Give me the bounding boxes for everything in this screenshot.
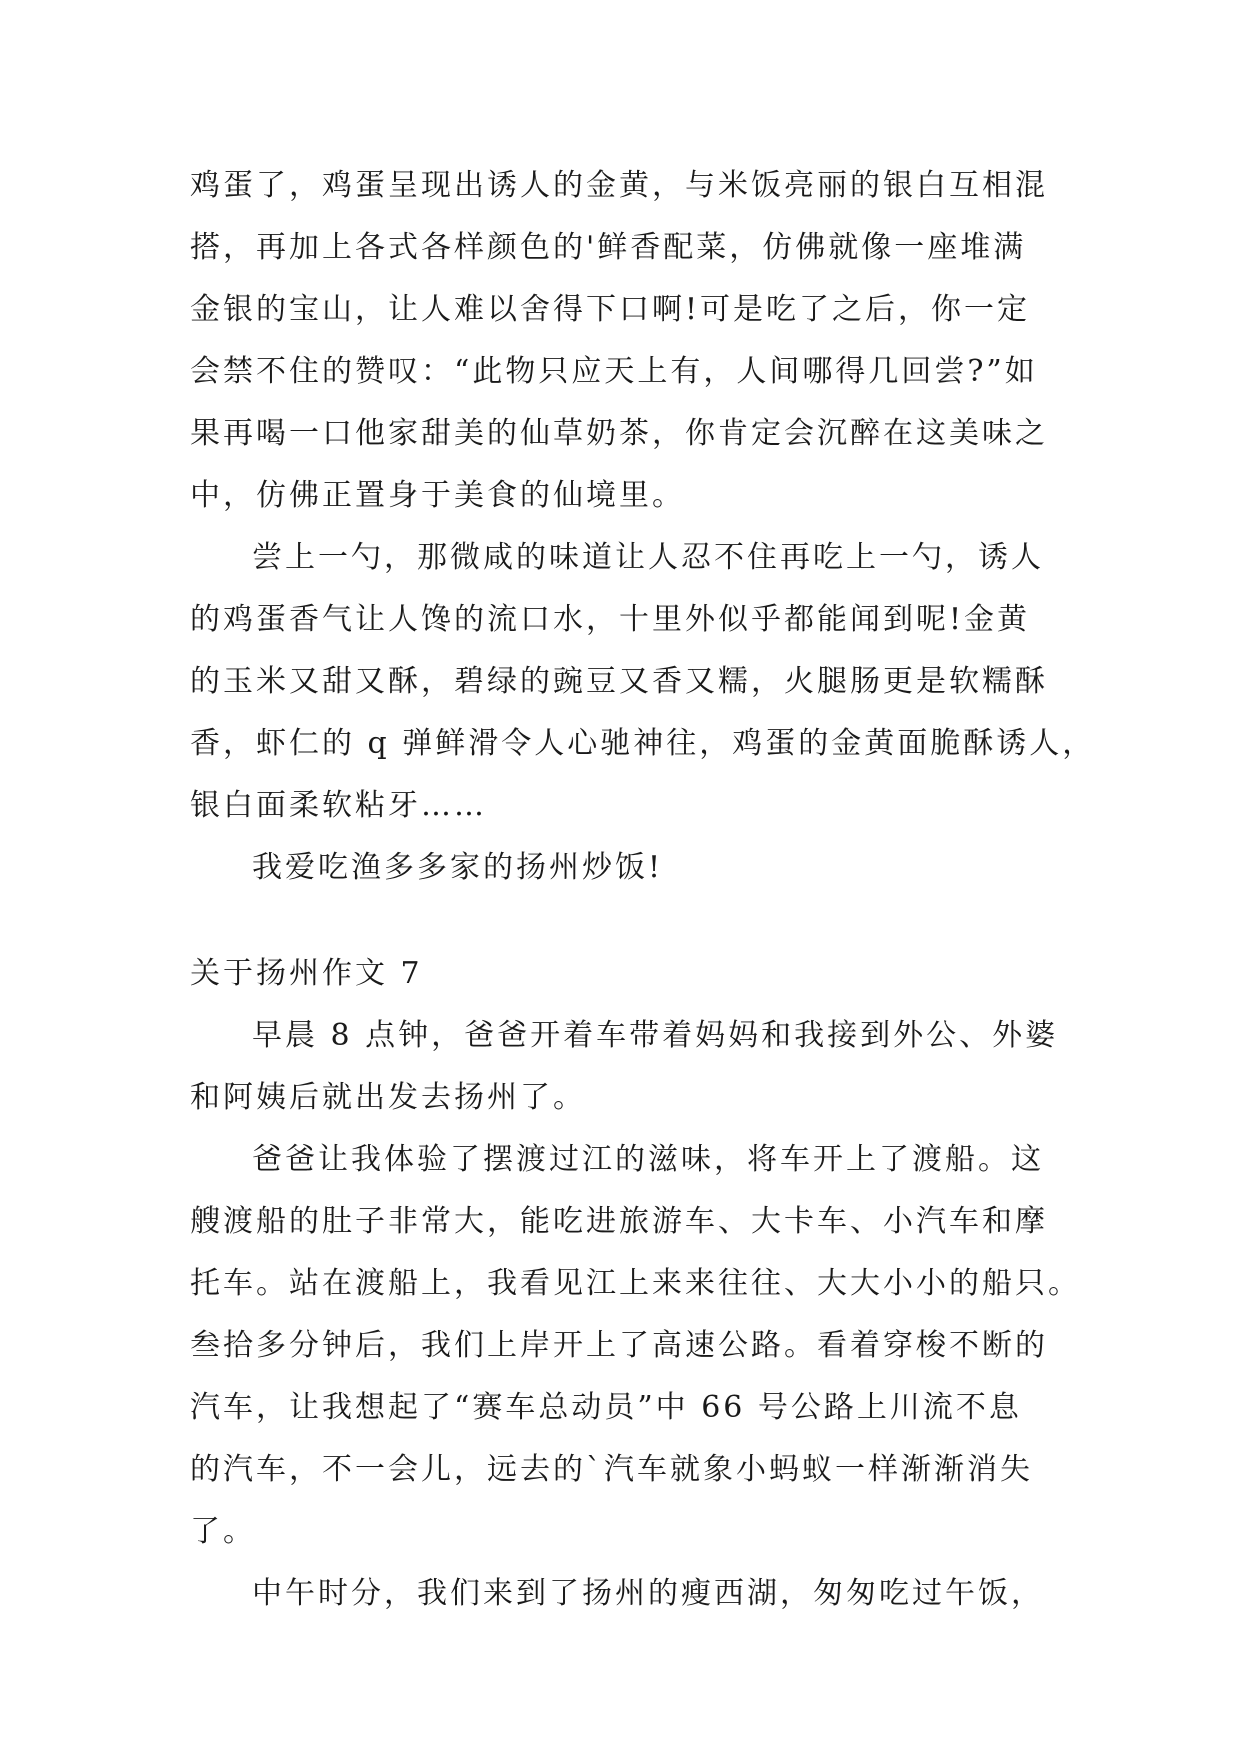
paragraph-line: 会禁不住的赞叹：“此物只应天上有，人间哪得几回尝?”如 (190, 354, 1038, 389)
paragraph-line: 的鸡蛋香气让人馋的流口水，十里外似乎都能闻到呢!金黄 (190, 602, 1031, 637)
paragraph-line: 我爱吃渔多多家的扬州炒饭! (252, 850, 664, 885)
paragraph-line: 的汽车，不一会儿，远去的`汽车就象小蚂蚁一样渐渐消失 (190, 1452, 1033, 1487)
paragraph-line: 鸡蛋了，鸡蛋呈现出诱人的金黄，与米饭亮丽的银白互相混 (190, 168, 1048, 203)
paragraph-line: 汽车，让我想起了“赛车总动员”中 66 号公路上川流不息 (190, 1390, 1022, 1425)
paragraph-line: 和阿姨后就出发去扬州了。 (190, 1080, 586, 1115)
paragraph-line: 银白面柔软粘牙…… (190, 788, 487, 823)
paragraph-line: 搭，再加上各式各样颜色的'鲜香配菜，仿佛就像一座堆满 (190, 230, 1027, 265)
section-heading: 关于扬州作文 7 (190, 956, 423, 991)
paragraph-line: 爸爸让我体验了摆渡过江的滋味，将车开上了渡船。这 (252, 1142, 1044, 1177)
paragraph-line: 香，虾仁的 q 弹鲜滑令人心驰神往，鸡蛋的金黄面脆酥诱人， (190, 726, 1096, 761)
paragraph-line: 叁拾多分钟后，我们上岸开上了高速公路。看着穿梭不断的 (190, 1328, 1048, 1363)
paragraph-line: 了。 (190, 1514, 256, 1549)
paragraph-line: 中，仿佛正置身于美食的仙境里。 (190, 478, 685, 513)
paragraph-line: 果再喝一口他家甜美的仙草奶茶，你肯定会沉醉在这美味之 (190, 416, 1048, 451)
paragraph-line: 的玉米又甜又酥，碧绿的豌豆又香又糯，火腿肠更是软糯酥 (190, 664, 1048, 699)
paragraph-line: 金银的宝山，让人难以舍得下口啊!可是吃了之后，你一定 (190, 292, 1031, 327)
paragraph-line: 早晨 8 点钟，爸爸开着车带着妈妈和我接到外公、外婆 (252, 1018, 1059, 1053)
paragraph-line: 托车。站在渡船上，我看见江上来来往往、大大小小的船只。 (190, 1266, 1081, 1301)
paragraph-line: 艘渡船的肚子非常大，能吃进旅游车、大卡车、小汽车和摩 (190, 1204, 1048, 1239)
paragraph-line: 中午时分，我们来到了扬州的瘦西湖，匆匆吃过午饭， (252, 1576, 1044, 1611)
paragraph-line: 尝上一勺，那微咸的味道让人忍不住再吃上一勺，诱人 (252, 540, 1044, 575)
